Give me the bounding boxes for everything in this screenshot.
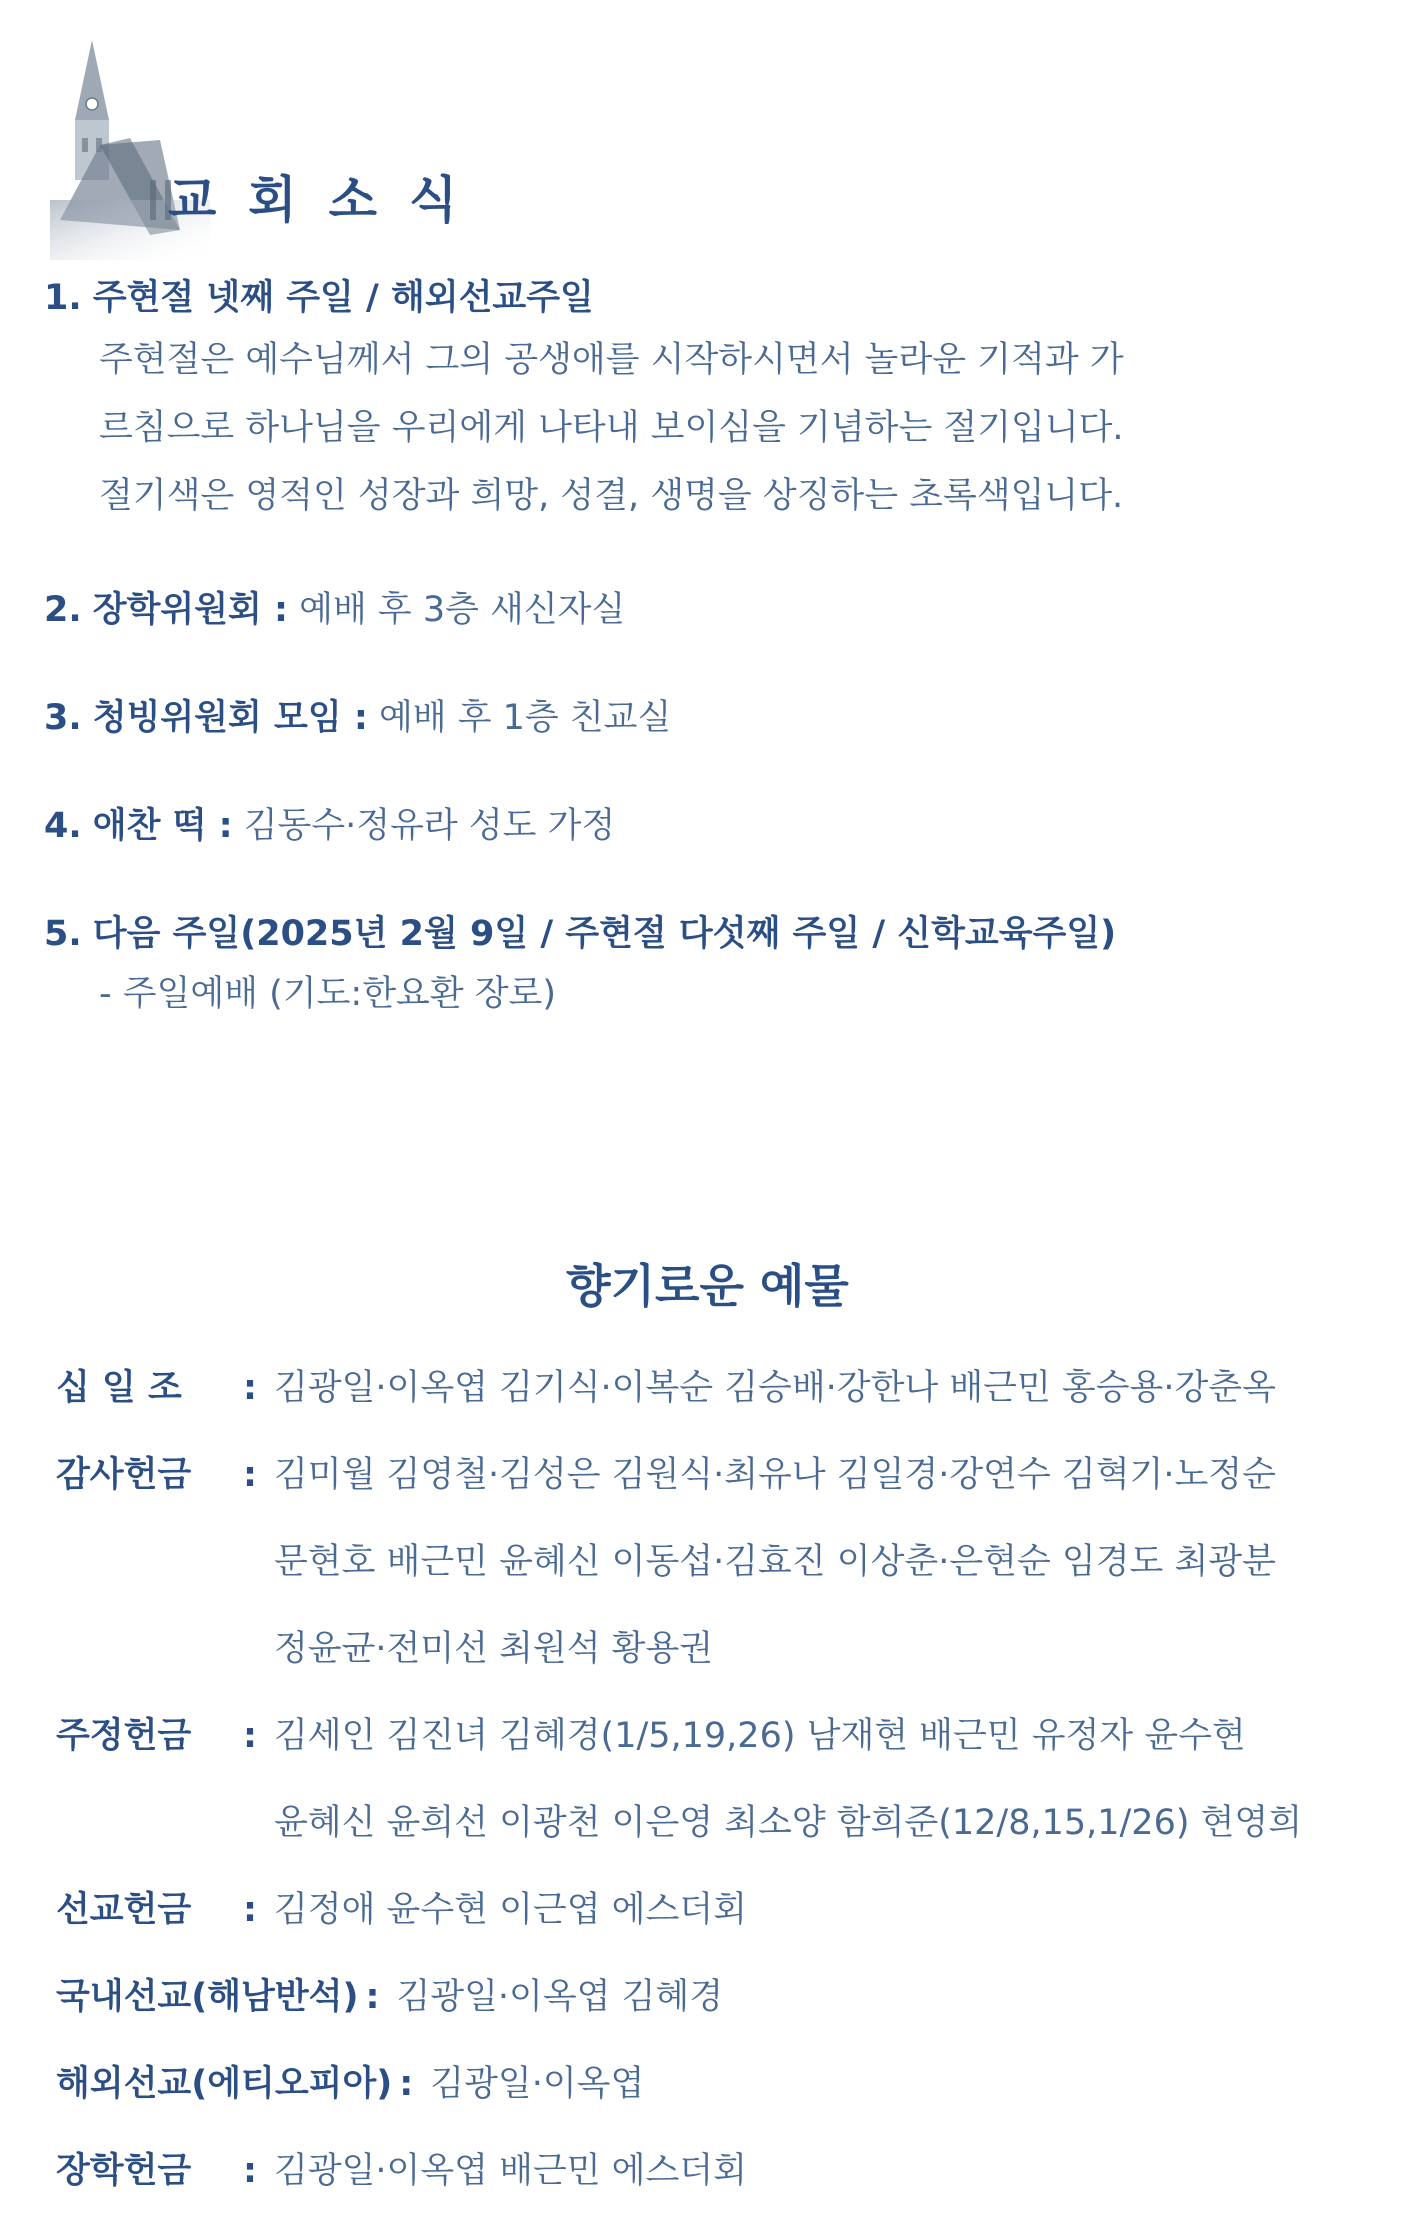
offering-list <box>56 1345 1386 2215</box>
news-item-number: 3. <box>44 698 82 738</box>
offering-colon: : <box>243 1368 257 1408</box>
news-item-detail: 예배 후 3층 새신자실 <box>288 590 626 630</box>
news-item <box>44 582 1374 638</box>
offering-row <box>56 1954 1386 2041</box>
news-item-heading <box>44 906 1374 962</box>
news-item-title: 장학위원회 : <box>92 590 289 630</box>
offering-colon: : <box>243 2151 257 2191</box>
offering-row <box>56 2128 1386 2215</box>
church-illustration <box>30 30 260 280</box>
news-item-title: 다음 주일(2025년 2월 9일 / 주현절 다섯째 주일 / 신학교육주일) <box>92 914 1117 954</box>
offering-label: 선교헌금 <box>56 1890 192 1930</box>
offering-names <box>264 2128 747 2215</box>
news-item-title: 애찬 떡 : <box>92 806 233 846</box>
offering-names-line: 김세인 김진녀 김혜경(1/5,19,26) 남재현 배근민 유정자 윤수현 <box>274 1716 1246 1756</box>
news-item <box>44 270 1374 530</box>
offering-names-line: 김광일·이옥엽 배근민 에스더회 <box>274 2151 747 2191</box>
offering-row <box>56 1432 1386 1693</box>
news-item-number: 5. <box>44 914 82 954</box>
news-item-heading <box>44 270 1374 326</box>
news-item-title: 주현절 넷째 주일 / 해외선교주일 <box>92 278 594 318</box>
news-item-text: 절기색은 영적인 성장과 희망, 성결, 생명을 상징하는 초록색입니다. <box>99 476 1124 516</box>
offering-colon: : <box>365 1977 380 2017</box>
offering-row <box>56 1345 1386 1432</box>
news-item-title: 청빙위원회 모임 : <box>92 698 368 738</box>
offering-label: 국내선교(해남반석) <box>56 1977 359 2017</box>
offering-names <box>386 1954 723 2041</box>
offering-colon: : <box>399 2064 414 2104</box>
news-item-number: 2. <box>44 590 82 630</box>
offering-names-line: 김미월 김영철·김성은 김원식·최유나 김일경·강연수 김혁기·노정순 <box>274 1455 1276 1495</box>
offering-names <box>420 2041 644 2128</box>
offering-names-line: 김광일·이옥엽 김기식·이복순 김승배·강한나 배근민 홍승용·강춘옥 <box>274 1368 1276 1408</box>
news-item-heading <box>44 798 1374 854</box>
offering-names <box>264 1693 1302 1867</box>
news-item-heading <box>44 690 1374 746</box>
offering-names <box>264 1345 1276 1432</box>
offering-names-line: 윤혜신 윤희선 이광천 이은영 최소양 함희준(12/8,15,1/26) 현영희 <box>274 1803 1303 1843</box>
offering-title: 향기로운 예물 <box>566 1259 849 1313</box>
news-item-number: 4. <box>44 806 82 846</box>
offering-names <box>264 1432 1276 1693</box>
news-item-detail: 예배 후 1층 친교실 <box>367 698 672 738</box>
news-item-text: 르침으로 하나님을 우리에게 나타내 보이심을 기념하는 절기입니다. <box>99 408 1124 448</box>
offering-label: 십 일 조 <box>56 1368 182 1408</box>
offering-label: 감사헌금 <box>56 1455 192 1495</box>
offering-names-line: 김광일·이옥엽 김혜경 <box>396 1977 724 2017</box>
section-title: 교회소식 <box>168 171 490 229</box>
offering-label: 주정헌금 <box>56 1716 192 1756</box>
offering-row <box>56 1693 1386 1867</box>
news-item-number: 1. <box>44 278 82 318</box>
offering-names-line: 문현호 배근민 윤혜신 이동섭·김효진 이상춘·은현순 임경도 최광분 <box>274 1542 1276 1582</box>
offering-names-line: 김광일·이옥엽 <box>430 2064 645 2104</box>
offering-colon: : <box>243 1455 257 1495</box>
offering-row <box>56 2041 1386 2128</box>
offering-names-line: 김정애 윤수현 이근엽 에스더회 <box>274 1890 747 1930</box>
offering-label: 해외선교(에티오피아) <box>56 2064 393 2104</box>
offering-row <box>56 1867 1386 1954</box>
offering-names <box>264 1867 747 1954</box>
news-item <box>44 906 1374 1026</box>
offering-names-line: 정윤균·전미선 최원석 황용권 <box>274 1629 714 1669</box>
news-item <box>44 798 1374 854</box>
news-item-detail: 김동수·정유라 성도 가정 <box>232 806 616 846</box>
offering-colon: : <box>243 1890 257 1930</box>
offering-colon: : <box>243 1716 257 1756</box>
news-item-heading <box>44 582 1374 638</box>
news-item-text: 주현절은 예수님께서 그의 공생애를 시작하시면서 놀라운 기적과 가 <box>99 340 1124 380</box>
church-news-list <box>44 270 1374 1078</box>
news-item <box>44 690 1374 746</box>
news-item-text: - 주일예배 (기도:한요환 장로) <box>99 974 557 1014</box>
offering-label: 장학헌금 <box>56 2151 192 2191</box>
